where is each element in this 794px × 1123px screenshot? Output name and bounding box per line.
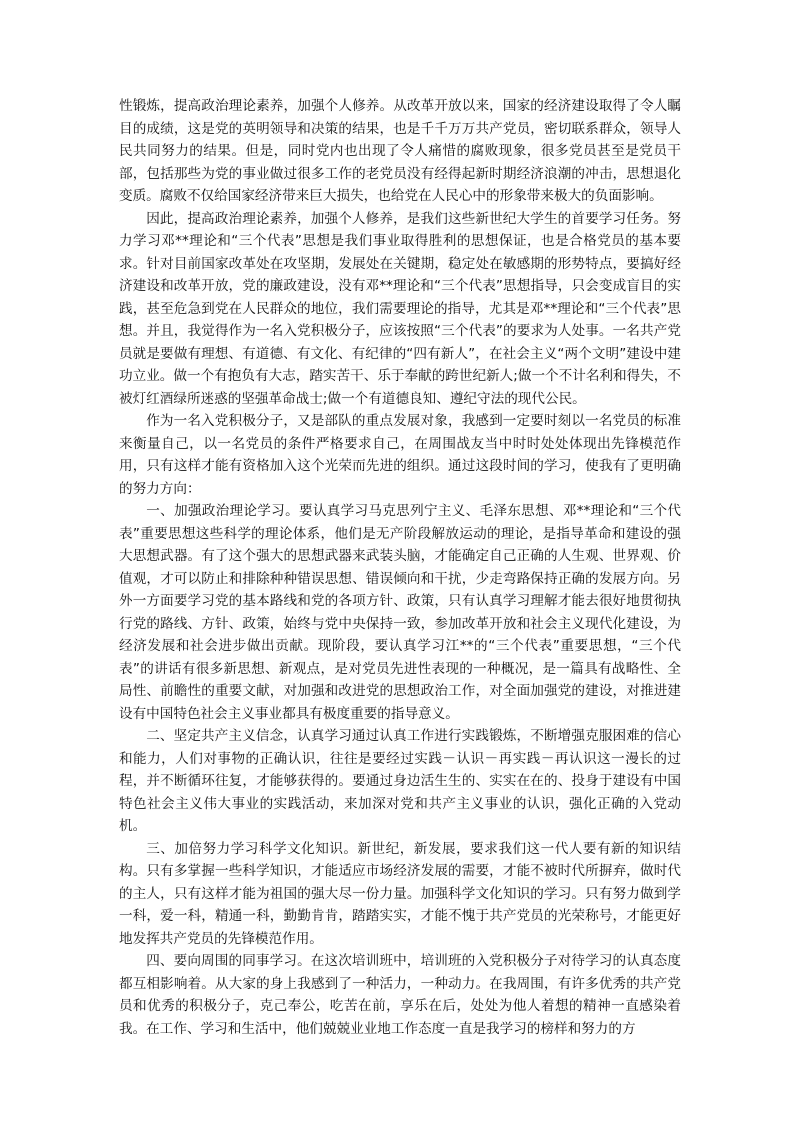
paragraph: 作为一名入党积极分子，又是部队的重点发展对象，我感到一定要时刻以一名党员的标准来衡量自己，以一名党员的条件严格要求自己，在周围战友当中时时处处体现出先锋模范作用，只有这样才能有资格加入这个光荣而先进的组织。通过这段时间的学习，使我有了更明确的努力方向： xyxy=(119,413,681,497)
paragraph-point-two: 二、坚定共产主义信念，认真学习通过认真工作进行实践锻炼，不断增强克服困难的信心和能力，人们对事物的正确认识，往往是要经过实践－认识－再实践－再认识这一漫长的过程，并不断循环往复，才能够获得的。要通过身边活生生的、实实在在的、投身于建设有中国特色社会主义伟大事业的实践活动，来加深对党和共产主义事业的认识，强化正确的入党动机。 xyxy=(119,728,681,834)
paragraph: 因此，提高政治理论素养，加强个人修养，是我们这些新世纪大学生的首要学习任务。努力学习邓**理论和“三个代表”思想是我们事业取得胜利的思想保证，也是合格党员的基本要求。针对目前国家改革处在攻坚期，发展处在关键期，稳定处在敏感期的形势特点，要搞好经济建设和改革开放，党的廉政建设，没有邓**理论和“三个代表”思想指导，只会变成盲目的实践，甚至危急到党在人民群众的地位，我们需要理论的指导，尤其是邓**理论和“三个代表”思想。并且，我觉得作为一名入党积极分子，应该按照“三个代表”的要求为人处事。一名共产党员就是要做有理想、有道德、有文化、有纪律的“四有新人”，在社会主义“两个文明”建设中建功立业。做一个有抱负有大志，踏实苦干、乐于奉献的跨世纪新人;做一个不计名利和得失，不被灯红酒绿所迷惑的坚强革命战士;做一个有道德良知、遵纪守法的现代公民。 xyxy=(119,210,681,407)
paragraph-point-four: 四、要向周围的同事学习。在这次培训班中，培训班的入党积极分子对待学习的认真态度都互相影响着。从大家的身上我感到了一种活力，一种动力。在我周围，有许多优秀的共产党员和优秀的积极分子，克己奉公，吃苦在前，享乐在后，处处为他人着想的精神一直感染着我。在工作、学习和生活中，他们兢兢业业地工作态度一直是我学习的榜样和努力的方 xyxy=(119,953,681,1037)
document-body xyxy=(119,95,681,1040)
paragraph-continuation: 性锻炼，提高政治理论素养，加强个人修养。从改革开放以来，国家的经济建设取得了令人瞩目的成绩，这是党的英明领导和决策的结果，也是千千万万共产党员，密切联系群众，领导人民共同努力的结果。但是，同时党内也出现了令人痛惜的腐败现象，很多党员甚至是党员干部，包括那些为党的事业做过很多工作的老党员没有经得起新时期经济浪潮的冲击，思想退化变质。腐败不仅给国家经济带来巨大损失，也给党在人民心中的形象带来极大的负面影响。 xyxy=(119,98,681,204)
paragraph-point-three: 三、加倍努力学习科学文化知识。新世纪，新发展，要求我们这一代人要有新的知识结构。只有多掌握一些科学知识，才能适应市场经济发展的需要，才能不被时代所摒弃，做时代的主人，只有这样才能为祖国的强大尽一份力量。加强科学文化知识的学习。只有努力做到学一科，爱一科，精通一科，勤勤肯肯，踏踏实实，才能不愧于共产党员的光荣称号，才能更好地发挥共产党员的先锋模范作用。 xyxy=(119,840,681,947)
paragraph-point-one: 一、加强政治理论学习。要认真学习马克思列宁主义、毛泽东思想、邓**理论和“三个代表”重要思想这些科学的理论体系，他们是无产阶段解放运动的理论，是指导革命和建设的强大思想武器。有了这个强大的思想武器来武装头脑，才能确定自己正确的人生观、世界观、价值观，才可以防止和排除种种错误思想、错误倾向和干扰，少走弯路保持正确的发展方向。另外一方面要学习党的基本路线和党的各项方针、政策，只有认真学习理解才能去很好地贯彻执行党的路线、方针、政策，始终与党中央保持一致，参加改革开放和社会主义现代化建设，为经济发展和社会进步做出贡献。现阶段，要认真学习江**的“三个代表”重要思想，“三个代表”的讲话有很多新思想、新观点，是对党员先进性表现的一种概况，是一篇具有战略性、全局性、前瞻性的重要文献，对加强和改进党的思想政治工作，对全面加强党的建设，对推进建设有中国特色社会主义事业都具有极度重要的指导意义。 xyxy=(119,503,681,722)
